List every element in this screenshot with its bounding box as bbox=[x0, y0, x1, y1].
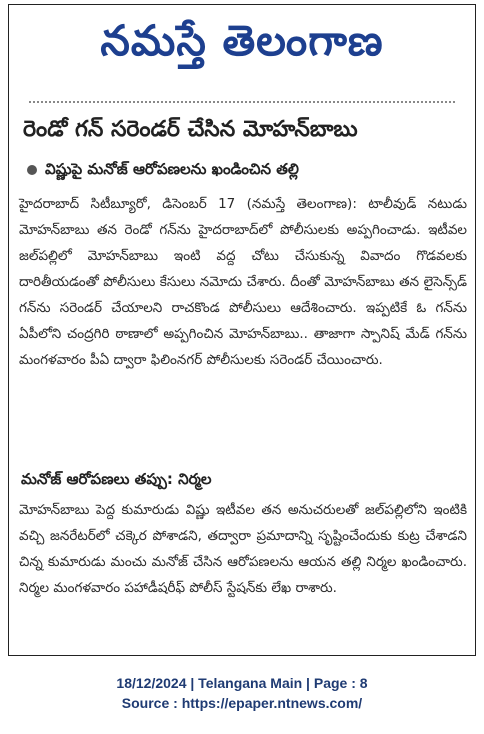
clipping-frame bbox=[8, 4, 476, 656]
article-subheadline-row bbox=[19, 157, 467, 181]
section-heading: మనోజ్ ఆరోపణలు తప్పు: నిర్మల bbox=[21, 470, 212, 488]
footer-date-line: 18/12/2024 | Telangana Main | Page : 8 bbox=[116, 675, 368, 691]
newspaper-masthead: నమస్తే తెలంగాణ bbox=[100, 16, 384, 65]
article-headline: రెండో గన్ సరెండర్ చేసిన మోహన్‌బాబు bbox=[23, 117, 358, 142]
footer-source-line[interactable]: Source : https://epaper.ntnews.com/ bbox=[121, 695, 363, 711]
bullet-icon bbox=[27, 165, 37, 175]
article-paragraph-2: మోహన్‌బాబు పెద్ద కుమారుడు విష్ణు ఇటీవల తన అనుచరులతో జల్‌పల్లిలోని ఇంటికి వచ్చి జనరేటర్‌లో చక్కెర పోశాడని, తద్వారా ప్రమాదాన్ని సృష్టించేందుకు కుట్ర చేశాడని చిన్న కుమారుడు మంచు మనోజ్ చేసిన ఆరోపణలను ఆయన తల్లి నిర్మల ఖండించారు. నిర్మల మంగళవారం పహాడీషరీఫ్ పోలీస్ స్టేషన్‌కు లేఖ రాశారు. bbox=[19, 502, 467, 596]
clipping-cut-line bbox=[29, 101, 455, 107]
article-paragraph-1: హైదరాబాద్ సిటీబ్యూరో, డిసెంబర్ 17 (నమస్తే తెలంగాణ): టాలీవుడ్ నటుడు మోహన్‌బాబు తన రెండో గన్‌ను హైదరాబాద్‌లో పోలీసులకు అప్పగించాడు. ఇటీవల జల్‌పల్లిలో మోహన్‌బాబు ఇంటి వద్ద చోటు చేసుకున్న వివాదం గొడవలకు దారితీయడంతో పోలీసులు కేసులు నమోదు చేశారు. దీంతో మోహన్‌బాబు తన లైసెన్స్‌డ్ గన్‌ను సరెండర్ చేయాలని రాచకొండ పోలీసులు ఆదేశించారు. ఇప్పటికే ఓ గన్‌ను ఏపీలోని చంద్రగిరి ఠాణాలో అప్పగించిన మోహన్‌బాబు.. తాజాగా స్పానిష్ మేడ్ గన్‌ను మంగళవారం పీఏ ద్వారా ఫిలింనగర్ పోలీసులకు సరెండర్ చేయించారు. bbox=[19, 196, 467, 368]
article-subheadline: విష్ణుపై మనోజ్ ఆరోపణలను ఖండించిన తల్లి bbox=[45, 160, 299, 178]
